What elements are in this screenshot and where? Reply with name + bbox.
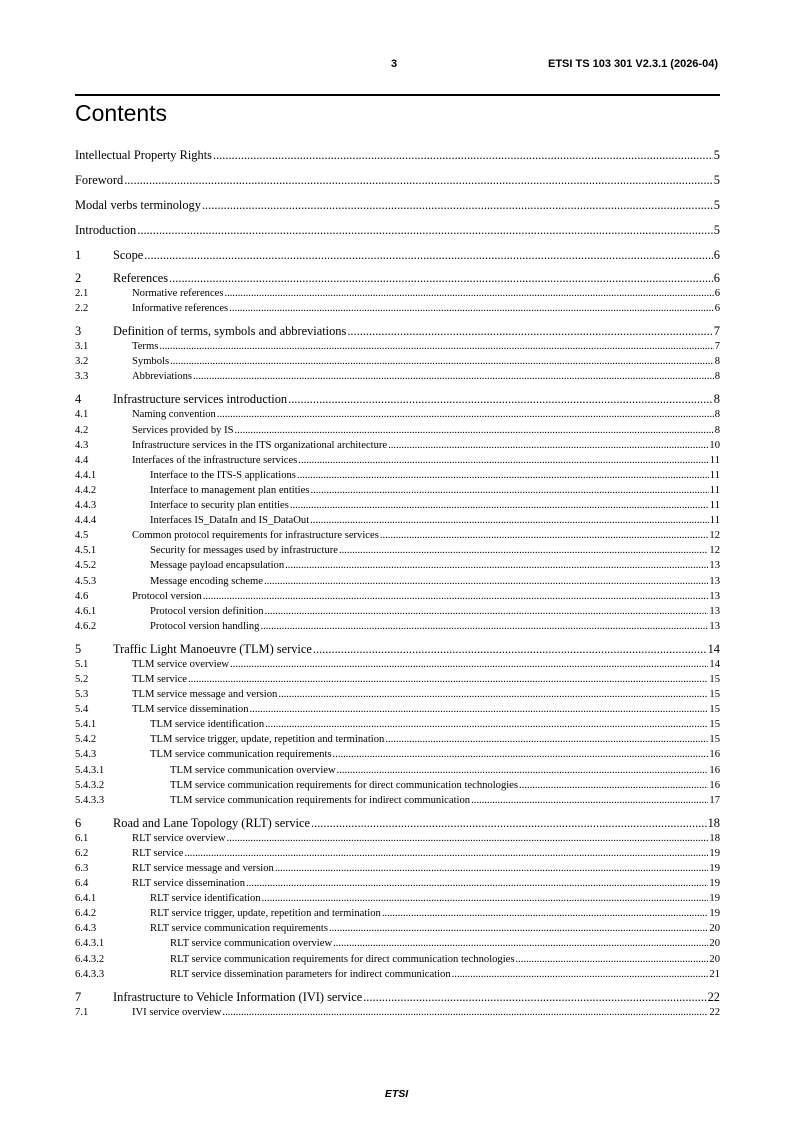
toc-leader-dots	[452, 967, 709, 982]
toc-leader-dots	[380, 528, 709, 543]
toc-entry-title: References	[113, 271, 169, 285]
toc-leader-dots	[170, 354, 714, 369]
toc-entry-page: 5	[713, 173, 720, 187]
toc-entry-number: 4.4.3	[75, 500, 97, 512]
toc-leader-dots	[382, 906, 709, 921]
toc-entry-page: 17	[709, 794, 720, 806]
toc-leader-dots	[388, 438, 708, 453]
toc-entry-title: RLT service trigger, update, repetition and termination	[150, 908, 381, 920]
toc-entry-title: Infrastructure to Vehicle Information (IVI) service	[113, 989, 363, 1004]
toc-entry-page: 6	[714, 288, 720, 299]
toc-entry-number: 5	[75, 641, 82, 656]
toc-entry-page: 19	[709, 847, 720, 859]
toc-entry-number: 5.4.3.1	[75, 764, 105, 776]
toc-entry-number: 3.1	[75, 341, 89, 353]
toc-entry-title: Informative references	[132, 303, 229, 315]
toc-leader-dots	[227, 831, 709, 846]
toc-entry[interactable]	[75, 483, 720, 498]
toc-entry-title: Naming convention	[132, 409, 216, 421]
toc-entry[interactable]	[75, 513, 720, 528]
toc-entry-number: 4.4	[75, 454, 89, 466]
toc-entry-number: 6.4.3.3	[75, 968, 105, 980]
toc-entry-title: Protocol version	[132, 590, 202, 602]
toc-leader-dots	[519, 778, 708, 793]
toc-leader-dots	[229, 301, 714, 316]
toc-entry[interactable]	[75, 391, 720, 407]
toc-entry-page: 13	[709, 575, 720, 587]
toc-entry-page: 13	[709, 605, 720, 617]
toc-entry[interactable]	[75, 339, 720, 354]
toc-entry[interactable]	[75, 369, 720, 384]
toc-entry[interactable]	[75, 906, 720, 921]
toc-entry-number: 3.3	[75, 371, 89, 383]
toc-entry-page: 5	[713, 223, 720, 237]
toc-leader-dots	[385, 732, 708, 747]
toc-entry-number: 4.4.1	[75, 469, 97, 481]
toc-leader-dots	[213, 147, 713, 163]
toc-entry-number: 4.3	[75, 439, 89, 451]
toc-entry-page: 11	[709, 484, 720, 496]
toc-leader-dots	[290, 498, 709, 513]
toc-entry-title: TLM service message and version	[132, 689, 278, 701]
toc-entry[interactable]	[75, 558, 720, 573]
document-reference: ETSI TS 103 301 V2.3.1 (2026-04)	[548, 58, 718, 70]
toc-entry-page: 16	[709, 764, 720, 776]
toc-entry-page: 7	[713, 324, 720, 339]
toc-entry-number: 7.1	[75, 1006, 89, 1018]
toc-entry-number: 4.2	[75, 424, 89, 436]
toc-entry-page: 8	[714, 356, 720, 368]
toc-entry-page: 6	[713, 271, 720, 285]
toc-leader-dots	[188, 672, 708, 687]
toc-entry-number: 4.6.1	[75, 605, 97, 617]
toc-entry-title: TLM service overview	[132, 658, 230, 670]
toc-entry-title: TLM service communication requirements	[150, 749, 332, 761]
toc-leader-dots	[169, 270, 713, 286]
toc-entry-page: 11	[709, 515, 720, 527]
toc-entry-number: 2.1	[75, 288, 89, 299]
toc-entry[interactable]	[75, 831, 720, 846]
toc-entry-title: Interfaces of the infrastructure services	[132, 454, 298, 466]
toc-leader-dots	[516, 952, 709, 967]
toc-entry[interactable]	[75, 936, 720, 951]
toc-entry-title: Interface to the ITS-S applications	[150, 469, 296, 481]
toc-leader-dots	[339, 543, 708, 558]
toc-entry-number: 4.5.1	[75, 545, 97, 557]
toc-entry-number: 5.3	[75, 689, 89, 701]
toc-entry-page: 7	[714, 341, 720, 353]
toc-entry[interactable]	[75, 453, 720, 468]
toc-entry-number: 3.2	[75, 356, 89, 368]
toc-entry-page: 20	[709, 923, 720, 935]
toc-entry-title: RLT service overview	[132, 832, 226, 844]
toc-leader-dots	[347, 323, 712, 339]
toc-entry[interactable]	[75, 286, 720, 301]
header-rule	[75, 94, 720, 96]
toc-entry-title: RLT service	[132, 847, 184, 859]
toc-entry-title: Message encoding scheme	[150, 575, 263, 587]
toc-entry-title: RLT service message and version	[132, 863, 274, 874]
toc-entry-title: TLM service communication requirements for indirect communication	[170, 794, 471, 806]
toc-entry[interactable]	[75, 270, 720, 286]
toc-entry-title: Terms	[132, 341, 159, 353]
toc-entry-title: IVI service overview	[132, 1006, 222, 1018]
toc-entry-page: 18	[707, 815, 720, 830]
toc-entry-page: 14	[709, 658, 720, 670]
toc-entry-number: 5.4	[75, 704, 89, 716]
toc-entry[interactable]	[75, 323, 720, 339]
toc-entry[interactable]	[75, 619, 720, 634]
toc-entry-number: 3	[75, 324, 82, 339]
toc-leader-dots	[313, 641, 707, 657]
toc-entry-number: 6.4.2	[75, 908, 97, 920]
toc-entry[interactable]	[75, 763, 720, 778]
toc-entry-page: 12	[709, 530, 720, 542]
toc-entry-page: 15	[709, 704, 720, 716]
toc-entry-page: 5	[713, 198, 720, 212]
toc-entry-page: 8	[714, 371, 720, 383]
toc-leader-dots	[298, 453, 709, 468]
toc-entry-number: 4.4.2	[75, 484, 97, 496]
toc-entry-page: 6	[713, 248, 720, 262]
toc-entry-number: 5.4.2	[75, 734, 97, 746]
toc-entry-page: 19	[709, 878, 720, 890]
toc-entry-page: 22	[707, 989, 720, 1004]
toc-leader-dots	[265, 717, 708, 732]
toc-leader-dots	[265, 604, 709, 619]
toc-leader-dots	[230, 657, 708, 672]
toc-leader-dots	[222, 1005, 708, 1020]
toc-leader-dots	[333, 936, 708, 951]
toc-entry[interactable]	[75, 301, 720, 316]
toc-entry-number: 4.6.2	[75, 620, 97, 632]
toc-leader-dots	[202, 197, 713, 213]
toc-entry-title: Interfaces IS_DataIn and IS_DataOut	[150, 515, 310, 527]
toc-entry-number: 6.2	[75, 847, 89, 859]
toc-entry[interactable]	[75, 574, 720, 589]
toc-entry[interactable]	[75, 438, 720, 453]
toc-entry[interactable]	[75, 778, 720, 793]
toc-entry-title: Foreword	[75, 173, 124, 187]
toc-entry[interactable]	[75, 815, 720, 831]
toc-entry-title: Abbreviations	[132, 371, 193, 383]
toc-entry-number: 5.2	[75, 673, 89, 685]
page-title: Contents	[75, 100, 168, 126]
toc-leader-dots	[311, 815, 707, 831]
toc-entry-number: 1	[75, 248, 82, 262]
toc-entry-page: 19	[709, 893, 720, 905]
toc-entry-number: 5.1	[75, 658, 89, 670]
toc-entry-title: RLT service identification	[150, 893, 261, 905]
toc-leader-dots	[337, 763, 709, 778]
toc-entry[interactable]	[75, 921, 720, 936]
toc-entry-page: 18	[709, 832, 720, 844]
toc-entry-page: 11	[709, 500, 720, 512]
toc-leader-dots	[235, 423, 714, 438]
toc-entry-page: 15	[709, 689, 720, 701]
toc-entry-title: TLM service trigger, update, repetition and termination	[150, 734, 385, 746]
toc-leader-dots	[203, 589, 709, 604]
toc-leader-dots	[159, 339, 713, 354]
toc-entry[interactable]	[75, 354, 720, 369]
toc-entry-page: 15	[709, 719, 720, 731]
toc-entry-title: Common protocol requirements for infrastructure services	[132, 530, 379, 542]
toc-entry-number: 6.3	[75, 863, 89, 874]
toc-entry-page: 12	[709, 545, 720, 557]
toc-entry-page: 5	[713, 148, 720, 162]
toc-entry-title: Introduction	[75, 223, 137, 237]
toc-entry[interactable]	[75, 967, 720, 982]
toc-leader-dots	[310, 483, 708, 498]
toc-entry-page: 13	[709, 620, 720, 632]
toc-leader-dots	[137, 222, 713, 238]
toc-entry-page: 13	[709, 560, 720, 572]
toc-entry-title: RLT service communication requirements	[150, 923, 328, 935]
toc-entry[interactable]	[75, 952, 720, 967]
toc-leader-dots	[278, 687, 708, 702]
toc-leader-dots	[297, 468, 709, 483]
toc-leader-dots	[144, 247, 713, 263]
toc-entry-title: Protocol version definition	[150, 605, 264, 617]
toc-leader-dots	[264, 574, 708, 589]
toc-entry-number: 5.4.3.2	[75, 779, 105, 791]
toc-entry[interactable]	[75, 1005, 720, 1020]
toc-entry-title: RLT service dissemination parameters for indirect communication	[170, 968, 451, 980]
toc-entry[interactable]	[75, 589, 720, 604]
toc-entry-title: Symbols	[132, 356, 170, 368]
toc-leader-dots	[333, 747, 709, 762]
toc-leader-dots	[275, 861, 709, 876]
table-of-contents	[75, 147, 720, 1020]
toc-entry-page: 21	[709, 968, 720, 980]
toc-entry[interactable]	[75, 687, 720, 702]
toc-entry-number: 4.4.4	[75, 515, 97, 527]
toc-entry-title: Infrastructure services in the ITS organizational architecture	[132, 439, 388, 451]
toc-entry-number: 4.5.2	[75, 560, 97, 572]
toc-entry[interactable]	[75, 247, 720, 263]
toc-entry-page: 8	[714, 409, 720, 421]
toc-leader-dots	[246, 876, 708, 891]
toc-entry-number: 4.1	[75, 409, 89, 421]
toc-entry-page: 10	[709, 439, 720, 451]
toc-entry-number: 5.4.1	[75, 719, 97, 731]
toc-entry-number: 4	[75, 392, 82, 407]
toc-entry-title: RLT service dissemination	[132, 878, 245, 890]
toc-leader-dots	[363, 989, 706, 1005]
toc-leader-dots	[185, 846, 709, 861]
toc-entry-title: TLM service	[132, 673, 188, 685]
toc-entry-number: 5.4.3.3	[75, 794, 105, 806]
toc-entry-page: 20	[709, 938, 720, 950]
toc-entry-title: TLM service communication overview	[170, 764, 336, 776]
toc-entry-number: 4.5.3	[75, 575, 97, 587]
toc-entry[interactable]	[75, 147, 720, 163]
toc-entry[interactable]	[75, 672, 720, 687]
toc-entry-page: 6	[714, 303, 720, 315]
toc-entry[interactable]	[75, 604, 720, 619]
toc-entry-title: Scope	[113, 248, 144, 262]
toc-entry-number: 2	[75, 271, 82, 285]
toc-entry-number: 6	[75, 815, 82, 830]
toc-entry-number: 2.2	[75, 303, 89, 315]
toc-entry[interactable]	[75, 989, 720, 1005]
toc-entry-title: Traffic Light Manoeuvre (TLM) service	[113, 641, 312, 656]
toc-entry[interactable]	[75, 498, 720, 513]
toc-entry[interactable]	[75, 172, 720, 188]
toc-entry[interactable]	[75, 657, 720, 672]
toc-entry-title: Security for messages used by infrastructure	[150, 545, 338, 557]
toc-entry[interactable]	[75, 423, 720, 438]
toc-entry-title: Protocol version handling	[150, 620, 260, 632]
toc-entry[interactable]	[75, 407, 720, 422]
toc-entry-title: Interface to management plan entities	[150, 484, 310, 496]
toc-entry-page: 19	[709, 908, 720, 920]
toc-entry-page: 8	[713, 392, 720, 407]
toc-entry-number: 5.4.3	[75, 749, 97, 761]
toc-entry[interactable]	[75, 543, 720, 558]
toc-entry[interactable]	[75, 197, 720, 213]
toc-entry-title: RLT service communication overview	[170, 938, 333, 950]
toc-entry-number: 6.4	[75, 878, 89, 890]
toc-entry[interactable]	[75, 876, 720, 891]
toc-entry-page: 15	[709, 734, 720, 746]
toc-entry-title: Normative references	[132, 288, 224, 299]
toc-entry-page: 20	[709, 953, 720, 965]
toc-leader-dots	[329, 921, 708, 936]
toc-entry-title: TLM service identification	[150, 719, 265, 731]
toc-entry-number: 6.4.3	[75, 923, 97, 935]
toc-leader-dots	[124, 172, 713, 188]
toc-leader-dots	[224, 286, 713, 301]
toc-entry-title: Message payload encapsulation	[150, 560, 285, 572]
toc-entry-page: 19	[709, 863, 720, 874]
toc-entry[interactable]	[75, 528, 720, 543]
toc-entry-page: 8	[714, 424, 720, 436]
toc-entry-page: 11	[709, 454, 720, 466]
toc-entry-title: Modal verbs terminology	[75, 198, 201, 212]
toc-entry-title: Interface to security plan entities	[150, 500, 289, 512]
toc-entry-title: Definition of terms, symbols and abbreviations	[113, 324, 347, 339]
toc-entry[interactable]	[75, 702, 720, 717]
toc-entry[interactable]	[75, 717, 720, 732]
toc-entry[interactable]	[75, 641, 720, 657]
toc-entry-number: 6.4.3.2	[75, 953, 105, 965]
toc-leader-dots	[285, 558, 708, 573]
toc-entry-title: Road and Lane Topology (RLT) service	[113, 815, 310, 830]
toc-entry-title: Infrastructure services introduction	[113, 392, 288, 407]
toc-entry-number: 7	[75, 989, 82, 1004]
toc-entry[interactable]	[75, 846, 720, 861]
toc-leader-dots	[250, 702, 709, 717]
toc-leader-dots	[288, 391, 713, 407]
toc-leader-dots	[193, 369, 714, 384]
toc-leader-dots	[310, 513, 709, 528]
toc-entry-page: 13	[709, 590, 720, 602]
toc-leader-dots	[217, 407, 714, 422]
toc-leader-dots	[262, 891, 709, 906]
toc-entry-page: 22	[709, 1006, 720, 1018]
toc-entry-number: 6.4.3.1	[75, 938, 105, 950]
toc-leader-dots	[260, 619, 708, 634]
toc-entry-title: TLM service communication requirements for direct communication technologies	[170, 779, 519, 791]
toc-entry-page: 16	[709, 749, 720, 761]
toc-entry-title: Intellectual Property Rights	[75, 148, 212, 162]
toc-entry-page: 15	[709, 673, 720, 685]
toc-entry-number: 4.5	[75, 530, 89, 542]
toc-entry-page: 16	[709, 779, 720, 791]
toc-entry-page: 14	[707, 641, 720, 656]
toc-entry[interactable]	[75, 747, 720, 762]
toc-entry-number: 4.6	[75, 590, 89, 602]
toc-leader-dots	[471, 793, 708, 808]
toc-entry-title: TLM service dissemination	[132, 704, 249, 716]
toc-entry[interactable]	[75, 468, 720, 483]
toc-entry[interactable]	[75, 861, 720, 876]
toc-entry-title: RLT service communication requirements for direct communication technologies	[170, 953, 515, 965]
toc-entry-number: 6.4.1	[75, 893, 97, 905]
toc-entry[interactable]	[75, 732, 720, 747]
toc-entry[interactable]	[75, 222, 720, 238]
toc-entry[interactable]	[75, 891, 720, 906]
toc-entry-number: 6.1	[75, 832, 89, 844]
footer-publisher: ETSI	[384, 1088, 409, 1100]
page-number: 3	[391, 58, 398, 70]
toc-entry[interactable]	[75, 793, 720, 808]
toc-entry-title: Services provided by IS	[132, 424, 234, 436]
toc-entry-page: 11	[709, 469, 720, 481]
